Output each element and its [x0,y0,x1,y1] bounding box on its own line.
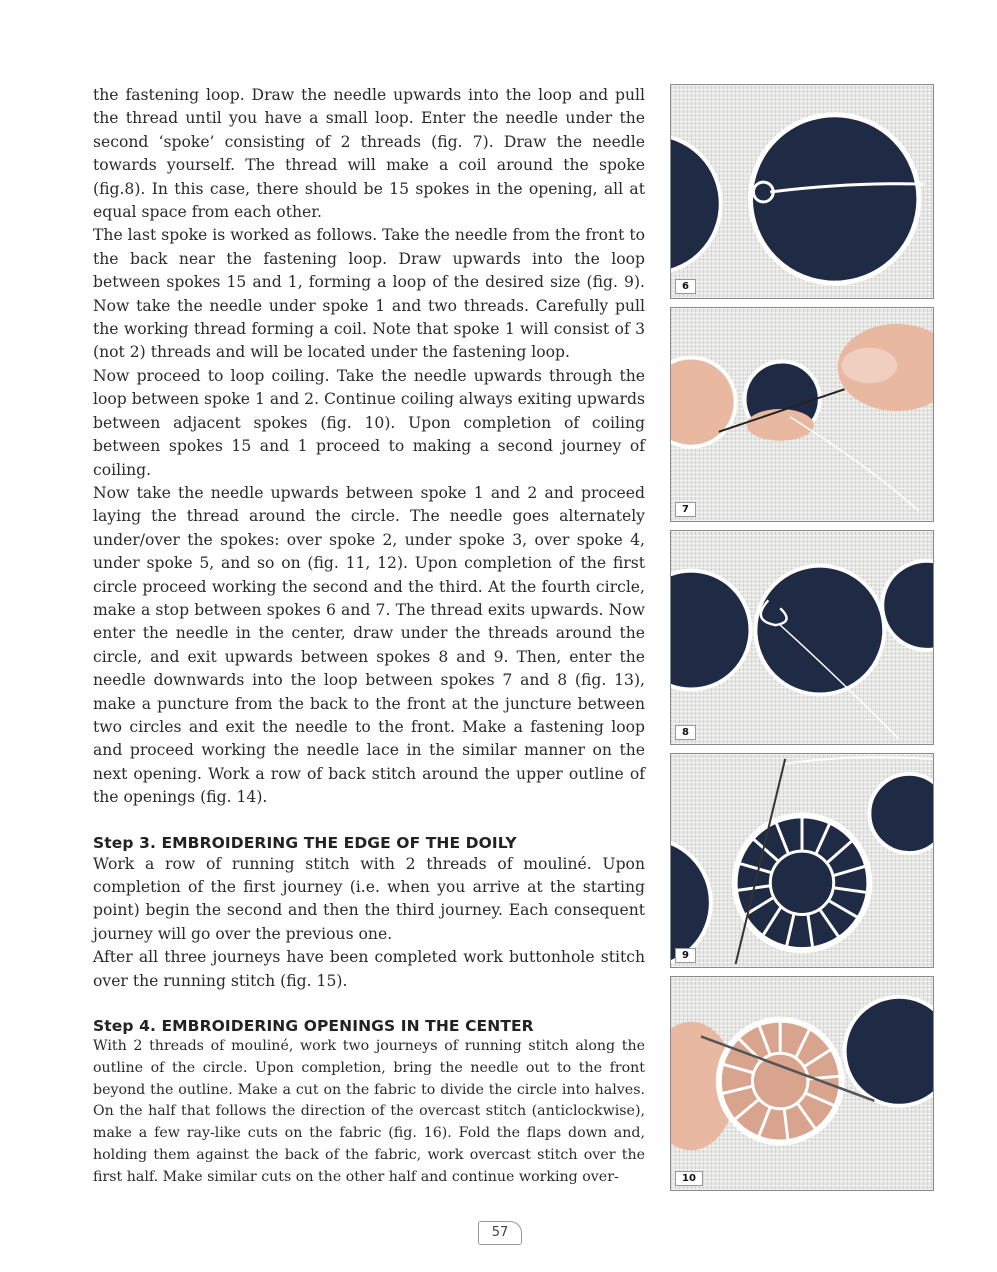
body-paragraph: The last spoke is worked as follows. Take the needle from the front to the back near the fastening loop. Draw upwards into the loop between spokes 15 and 1, forming a loop of the desired size (fig. 9). Now take the needle under spoke 1 and two threads. Carefully pull the working thread forming a coil. Note that spoke 1 will consist of 3 (not 2) threads and will be located under the fastening loop. [93,226,645,362]
embroidery-photo-icon [671,531,933,744]
embroidery-photo-icon [671,977,933,1190]
body-paragraph: Now take the needle upwards between spoke 1 and 2 and proceed laying the thread around the circle. The needle goes alternately under/over the spokes: over spoke 2, under spoke 3, over spoke 4, under spoke 5, and so on (fig. 11, 12). Upon completion of the first circle proceed working the second and the third. At the fourth circle, make a stop between spokes 6 and 7. The thread exits upwards. Now enter the needle in the center, draw under the threads around the circle, and exit upwards between spokes 8 and 9. Then, enter the needle downwards into the loop between spokes 7 and 8 (fig. 13), make a puncture from the back to the front at the juncture between two circles and exit the needle to the front. Make a fastening loop and proceed working the needle lace in the similar manner on the next opening. Work a row of back stitch around the upper outline of the openings (fig. 14). [93,483,645,807]
embroidery-photo-icon [671,754,933,967]
body-paragraph: the fastening loop. Draw the needle upwards into the loop and pull the thread until you have a small loop. Enter the needle under the second ‘spoke’ consisting of 2 threads (fig. 7). Draw the needle towards yourself. The thread will make a coil around the spoke (fig.8). In this case, there should be 15 spokes in the opening, all at equal space from each other. [93,86,645,222]
figure-8-photo [670,530,934,745]
step3-heading: Step 3. EMBROIDERING THE EDGE OF THE DOILY [93,833,517,852]
step4-heading: Step 4. EMBROIDERING OPENINGS IN THE CENTER [93,1017,534,1036]
step3-paragraph: After all three journeys have been completed work buttonhole stitch over the running stitch (fig. 15). [93,948,645,990]
figure-6-photo [670,84,934,299]
figure-10-photo [670,976,934,1191]
body-paragraph: Now proceed to loop coiling. Take the needle upwards through the loop between spoke 1 and 2. Continue coiling always exiting upwards between adjacent spokes (fig. 10). Upon completion of coiling between spokes 15 and 1 proceed to making a second journey of coiling. [93,366,645,479]
embroidery-photo-icon [671,308,933,521]
figure-label: 8 [675,725,696,740]
step4-paragraph: With 2 threads of mouliné, work two journeys of running stitch along the outline of the circle. Upon completion, bring the needle out to the front beyond the outline. Make a cut on the fabric to divide the circle into halves. On the half that follows the direction of the overcast stitch (anticlockwise), make a few ray-like cuts on the fabric (fig. 16). Fold the flaps down and, holding them against the back of the fabric, work overcast stitch over the first half. Make similar cuts on the other half and continue working over- [93,1038,645,1185]
figure-9-photo [670,753,934,968]
page-number: 57 [478,1221,522,1245]
figure-7-photo [670,307,934,522]
figure-label: 6 [675,279,696,294]
figure-column [670,84,934,1199]
main-text-column [93,84,645,1189]
figure-label: 9 [675,948,696,963]
figure-label: 10 [675,1171,703,1186]
embroidery-photo-icon [671,85,933,298]
step3-paragraph: Work a row of running stitch with 2 threads of mouliné. Upon completion of the first journey (i.e. when you arrive at the starting point) begin the second and then the third journey. Each consequent journey will go over the previous one. [93,854,645,943]
figure-label: 7 [675,502,696,517]
